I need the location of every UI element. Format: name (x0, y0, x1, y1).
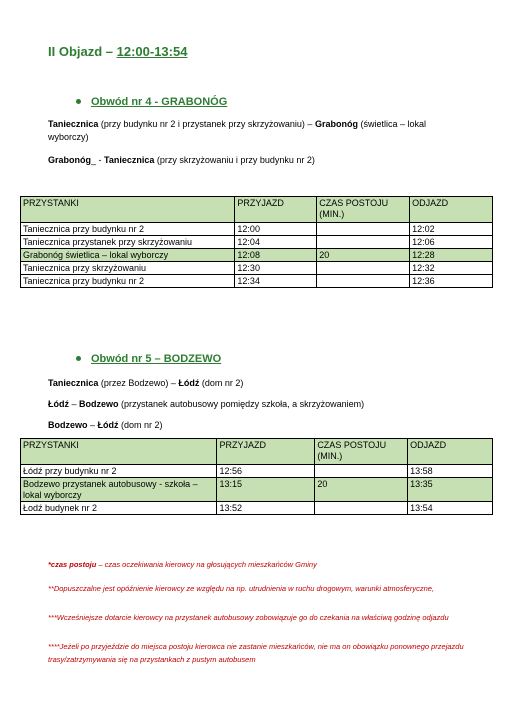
table-header-row (21, 197, 493, 223)
table-row (21, 223, 493, 236)
route-from: Grabonóg (48, 155, 91, 165)
route-from: Taniecznica (48, 378, 99, 388)
cell-arrival: 12:08 (235, 249, 317, 262)
cell-departure: 13:58 (408, 465, 493, 478)
cell-stop-time (317, 236, 410, 249)
cell-departure: 12:02 (410, 223, 493, 236)
table-row (21, 275, 493, 288)
cell-stop-time (317, 223, 410, 236)
district-4-route-1 (48, 118, 468, 144)
district-4-schedule-table (20, 196, 493, 288)
heading-time: 12:00-13:54 (116, 44, 188, 59)
route-to: Taniecznica (104, 155, 155, 165)
cell-stop-time (317, 275, 410, 288)
note-stop-time-definition: – czas oczekiwania kierowcy na głosujących mieszkańców Gminy (96, 560, 317, 569)
table-row (21, 262, 493, 275)
cell-stop: Grabonóg świetlica – lokal wyborczy (21, 249, 235, 262)
bullet-icon (76, 356, 81, 361)
cell-arrival: 12:56 (217, 465, 315, 478)
route-to-detail: (przystanek autobusowy pomiędzy szkoła, a skrzyżowaniem) (118, 399, 365, 409)
cell-departure: 12:36 (410, 275, 493, 288)
route-from-detail: – (87, 420, 98, 430)
cell-stop: Łodź budynek nr 2 (21, 502, 217, 515)
table-row (21, 236, 493, 249)
cell-departure: 12:28 (410, 249, 493, 262)
district-5-title-name: BODZEWO (163, 353, 222, 365)
cell-stop-time: 20 (317, 249, 410, 262)
cell-arrival: 12:04 (235, 236, 317, 249)
cell-stop-time (315, 465, 408, 478)
header-cell-arrival: PRZYJAZD (235, 197, 317, 223)
table-row-polling-station (21, 478, 493, 502)
cell-stop: Taniecznica przystanek przy skrzyżowaniu (21, 236, 235, 249)
route-from: Bodzewo (48, 420, 88, 430)
cell-departure: 12:32 (410, 262, 493, 275)
cell-stop: Taniecznica przy budynku nr 2 (21, 275, 235, 288)
cell-departure: 13:54 (408, 502, 493, 515)
cell-departure: 12:06 (410, 236, 493, 249)
cell-arrival: 12:34 (235, 275, 317, 288)
cell-arrival: 12:00 (235, 223, 317, 236)
route-to-detail: (dom nr 2) (199, 378, 244, 388)
district-4-title-prefix: Obwód nr 4 - (91, 96, 162, 108)
district-5-route-1 (48, 377, 488, 390)
cell-stop: Taniecznica przy budynku nr 2 (21, 223, 235, 236)
note-delay: **Dopuszczalne jest opóźnienie kierowcy ze względu na np. utrudnienia w ruchu drogowym, warunki atmosferyczne, (48, 584, 435, 593)
route-from-suffix: _ - (91, 155, 105, 165)
header-cell-arrival: PRZYJAZD (217, 439, 315, 465)
note-stop-time-term: *czas postoju (48, 560, 97, 569)
cell-stop: Bodzewo przystanek autobusowy - szkoła – lokal wyborczy (21, 478, 217, 502)
route-to: Łódź (178, 378, 200, 388)
cell-stop: Taniecznica przy skrzyżowaniu (21, 262, 235, 275)
district-5-route-3 (48, 419, 488, 432)
header-cell-stops: PRZYSTANKI (21, 439, 217, 465)
route-from-detail: (przez Bodzewo) – (98, 378, 179, 388)
bullet-icon (76, 99, 81, 104)
route-to: Łódź (97, 420, 119, 430)
route-from-detail: (przy budynku nr 2 i przystanek przy skrzyżowaniu) – (98, 119, 315, 129)
cell-stop-time: 20 (315, 478, 408, 502)
route-to-detail: (dom nr 2) (118, 420, 163, 430)
route-to-detail: (świetlica – lokal wyborczy) (48, 119, 426, 142)
header-cell-departure: ODJAZD (410, 197, 493, 223)
note-no-passengers: ****Jeżeli po przyjeździe do miejsca postoju kierowca nie zastanie mieszkańców, nie ma on obowiązku ponownego przejazdu trasy/zatrzymywania się na przystankach z pustym autobusem (48, 642, 464, 664)
district-4-title (76, 96, 227, 108)
table-row (21, 502, 493, 515)
cell-stop: Łódź przy budynku nr 2 (21, 465, 217, 478)
page-heading (48, 44, 187, 59)
header-cell-stop-time: CZAS POSTOJU (MIN.) (317, 197, 410, 223)
header-cell-stop-time: CZAS POSTOJU (MIN.) (315, 439, 408, 465)
cell-arrival: 13:15 (217, 478, 315, 502)
district-5-schedule-table (20, 438, 493, 515)
table-header-row (21, 439, 493, 465)
cell-stop-time (315, 502, 408, 515)
district-5-title (76, 353, 221, 365)
note-stop-time (48, 558, 488, 571)
cell-arrival: 13:52 (217, 502, 315, 515)
cell-departure: 13:35 (408, 478, 493, 502)
heading-prefix: II Objazd – (48, 44, 117, 59)
district-4-route-2 (48, 154, 468, 167)
route-from: Łódź (48, 399, 69, 409)
route-to-detail: (przy skrzyżowaniu i przy budynku nr 2) (154, 155, 315, 165)
district-5-route-2 (48, 398, 488, 411)
route-from-detail: – (69, 399, 80, 409)
table-row-polling-station (21, 249, 493, 262)
route-to: Grabonóg (314, 119, 358, 129)
district-5-title-prefix: Obwód nr 5 – (91, 353, 164, 365)
district-4-title-name: GRABONÓG (161, 96, 228, 108)
cell-arrival: 12:30 (235, 262, 317, 275)
header-cell-stops: PRZYSTANKI (21, 197, 235, 223)
note-early-arrival: ***Wcześniejsze dotarcie kierowcy na przystanek autobusowy zobowiązuje go do czekania na właściwą godzinę odjazdu (48, 613, 449, 622)
header-cell-departure: ODJAZD (408, 439, 493, 465)
cell-stop-time (317, 262, 410, 275)
route-from: Taniecznica (48, 119, 99, 129)
route-to: Bodzewo (79, 399, 119, 409)
table-row (21, 465, 493, 478)
